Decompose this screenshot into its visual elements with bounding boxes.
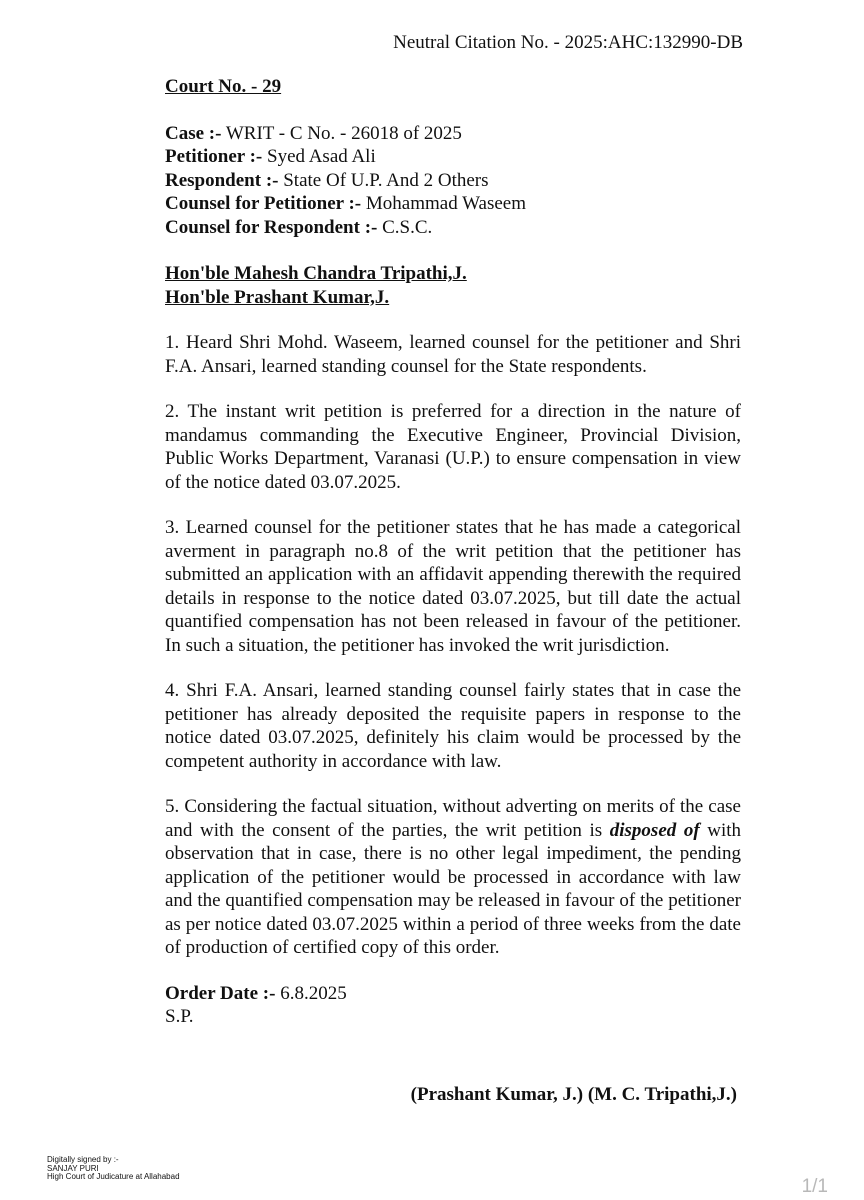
case-value: WRIT - C No. - 26018 of 2025	[221, 122, 462, 144]
disposed-of-emphasis: disposed of	[609, 819, 700, 841]
document-body	[165, 75, 741, 1029]
petitioner-value: Syed Asad Ali	[262, 146, 376, 167]
respondent-value: State Of U.P. And 2 Others	[278, 169, 489, 191]
digital-signature-line-1: Digitally signed by :-	[47, 1155, 119, 1164]
counsel-respondent-label: Counsel for Respondent :-	[165, 216, 378, 238]
order-date-value: 6.8.2025	[275, 982, 347, 1004]
case-line	[165, 122, 741, 146]
counsel-petitioner-label: Counsel for Petitioner :-	[165, 193, 362, 214]
bench-block	[165, 262, 741, 309]
counsel-petitioner-value: Mohammad Waseem	[361, 193, 526, 214]
counsel-respondent-line	[165, 216, 741, 240]
case-info-block	[165, 122, 741, 240]
paragraph-5-start: 5. Considering the factual situation, without adverting on merits of the case and with the consent of the parties, the writ petition is	[165, 796, 741, 841]
petitioner-line	[165, 145, 741, 169]
paragraph-2: 2. The instant writ petition is preferred for a direction in the nature of mandamus commanding the Executive Engineer, Provincial Division, Public Works Department, Varanasi (U.P.) to ensure compensation in view of the notice dated 03.07.2025.	[165, 401, 741, 493]
paragraph-3: 3. Learned counsel for the petitioner states that he has made a categorical averment in paragraph no.8 of the writ petition that the petitioner has submitted an application with an affidavit appending therewith the required details in response to the notice dated 03.07.2025, but till date the actual quantified compensation has not been released in favour of the petitioner. In such a situation, the petitioner has invoked the writ jurisdiction.	[165, 517, 741, 656]
judges-signature-line: (Prashant Kumar, J.) (M. C. Tripathi,J.)	[410, 1084, 737, 1105]
petitioner-label: Petitioner :-	[165, 146, 263, 167]
digital-signature-block	[47, 1156, 180, 1182]
digital-signature-court: High Court of Judicature at Allahabad	[47, 1172, 180, 1181]
neutral-citation: Neutral Citation No. - 2025:AHC:132990-DB	[393, 32, 743, 53]
paragraph-1: 1. Heard Shri Mohd. Waseem, learned counsel for the petitioner and Shri F.A. Ansari, learned standing counsel for the State respondents.	[165, 332, 741, 377]
digital-signature-signer: SANJAY PURI	[47, 1163, 99, 1173]
order-date-label: Order Date :-	[165, 982, 276, 1004]
page-indicator: 1/1	[801, 1176, 828, 1197]
judge-1: Hon'ble Mahesh Chandra Tripathi,J.	[165, 263, 467, 284]
court-number: Court No. - 29	[165, 76, 282, 97]
respondent-label: Respondent :-	[165, 169, 279, 191]
order-block	[165, 982, 741, 1029]
paragraph-5	[165, 795, 741, 960]
paragraph-5-end: with observation that in case, there is no other legal impediment, the pending application of the petitioner would be processed in accordance with law and the quantified compensation may be released in favour of the petitioner as per notice dated 03.07.2025 within a period of three weeks from the date of production of certified copy of this order.	[165, 819, 742, 958]
stenographer-initials: S.P.	[165, 1006, 194, 1027]
paragraph-4: 4. Shri F.A. Ansari, learned standing counsel fairly states that in case the petitioner has already deposited the requisite papers in response to the notice dated 03.07.2025, definitely his claim would be processed by the competent authority in accordance with law.	[165, 680, 741, 772]
counsel-petitioner-line	[165, 192, 741, 216]
case-label: Case :-	[165, 122, 222, 144]
counsel-respondent-value: C.S.C.	[377, 216, 433, 238]
respondent-line	[165, 169, 741, 193]
order-date-line	[165, 982, 741, 1006]
judge-2: Hon'ble Prashant Kumar,J.	[165, 286, 390, 308]
